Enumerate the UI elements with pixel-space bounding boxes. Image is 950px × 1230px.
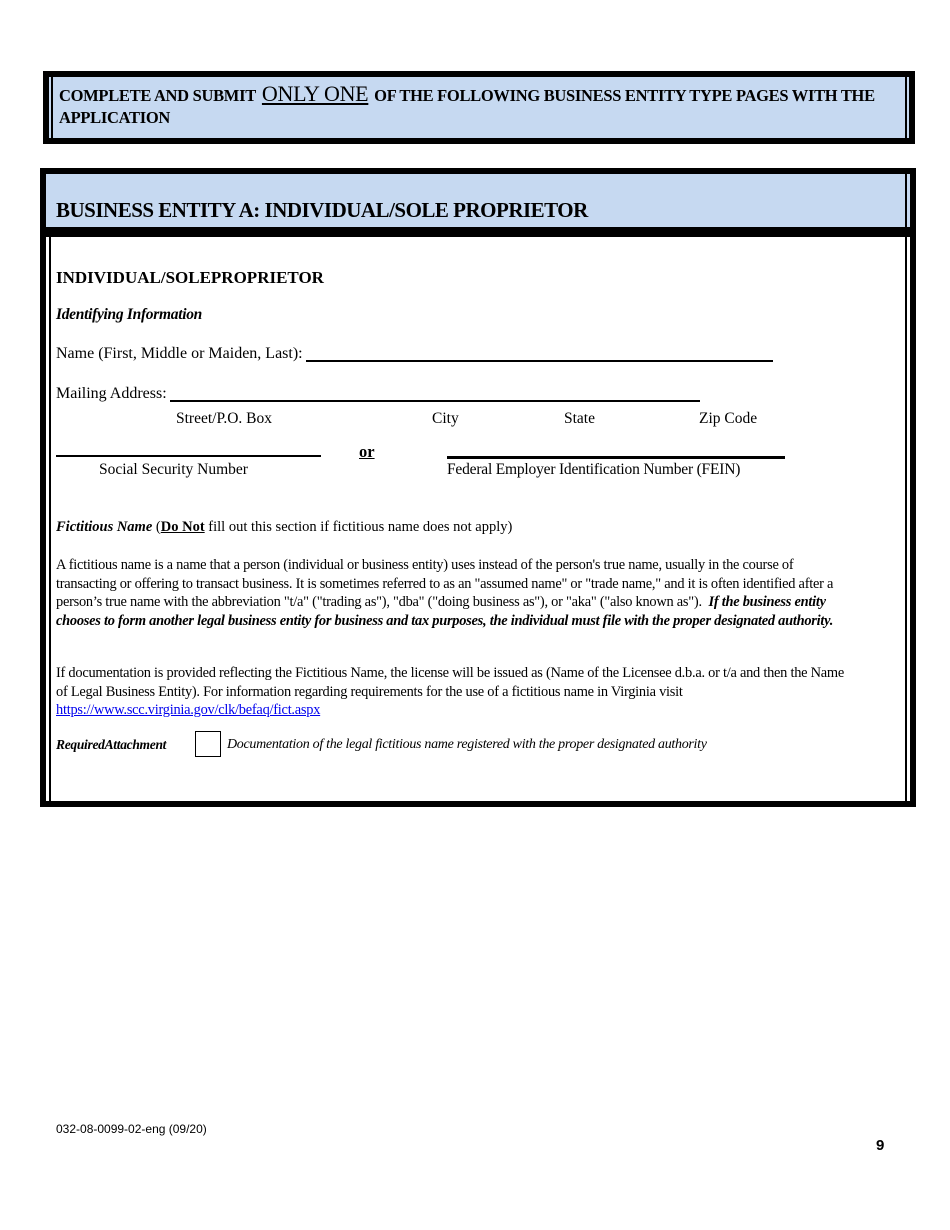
page-number: 9 — [876, 1137, 885, 1154]
banner-suffix: OF THE FOLLOWING BUSINESS ENTITY TYPE PAGES WITH THE APPLICATION — [59, 86, 875, 127]
state-label: State — [564, 410, 595, 427]
name-label: Name (First, Middle or Maiden, Last): — [56, 345, 303, 362]
fictitious-definition — [56, 556, 846, 630]
scc-fictitious-link[interactable]: https://www.scc.virginia.gov/clk/befaq/fict.aspx — [56, 702, 321, 718]
fictitious-name-line — [56, 519, 512, 536]
entity-title: BUSINESS ENTITY A: INDIVIDUAL/SOLE PROPRIETOR — [56, 198, 588, 222]
section-heading: INDIVIDUAL/SOLEPROPRIETOR — [56, 268, 324, 287]
mailing-address-field[interactable] — [170, 400, 700, 402]
banner-text — [59, 83, 879, 129]
fictitious-name-label: Fictitious Name — [56, 519, 153, 535]
attachment-description: Documentation of the legal fictitious name registered with the proper designated authority — [227, 737, 707, 752]
ssn-field[interactable] — [56, 455, 321, 457]
open-paren: ( — [155, 519, 161, 535]
required-attachment-label: RequiredAttachment — [56, 737, 167, 752]
fein-label: Federal Employer Identification Number (FEIN) — [447, 461, 741, 478]
banner-emphasis: ONLY ONE — [261, 81, 369, 106]
fein-field[interactable] — [447, 456, 785, 459]
identifying-info-label: Identifying Information — [56, 306, 202, 323]
banner-prefix: COMPLETE AND SUBMIT — [59, 86, 256, 105]
fictitious-definition-text: A fictitious name is a name that a person (individual or business entity) uses instead of the person's true name, usually in the course of transacting or offering to transact business. It is sometimes referred to as an "assumed name" or "trade name," and it is often identified after a person’s true name with the abbreviation "t/a" ("trading as"), "dba" ("doing business as"), or "aka" ("also known as"). — [56, 557, 834, 610]
city-label: City — [432, 410, 459, 427]
attachment-checkbox[interactable] — [195, 731, 221, 757]
zip-label: Zip Code — [699, 410, 758, 427]
fictitious-documentation-text: If documentation is provided reflecting the Fictitious Name, the license will be issued as (Name of the Licensee d.b.a. or t/a and then the Name of Legal Business Entity). For information regarding requirements for the use of a fictitious name in Virginia visit — [56, 665, 845, 700]
street-label: Street/P.O. Box — [176, 410, 273, 427]
do-not-emphasis: Do Not — [160, 519, 205, 535]
fictitious-documentation — [56, 664, 846, 720]
instruction-banner — [43, 71, 915, 144]
or-separator: or — [359, 442, 375, 461]
mailing-address-label: Mailing Address: — [56, 385, 167, 402]
fictitious-instruction: fill out this section if fictitious name does not apply) — [208, 519, 513, 535]
entity-header — [46, 174, 910, 237]
ssn-label: Social Security Number — [99, 461, 248, 478]
form-code: 032-08-0099-02-eng (09/20) — [56, 1122, 207, 1136]
name-field[interactable] — [306, 360, 773, 362]
fictitious-definition-emphasis: If the business entity chooses to form another legal business entity for business and tax purposes, the individual must file with the proper designated authority. — [56, 594, 834, 629]
